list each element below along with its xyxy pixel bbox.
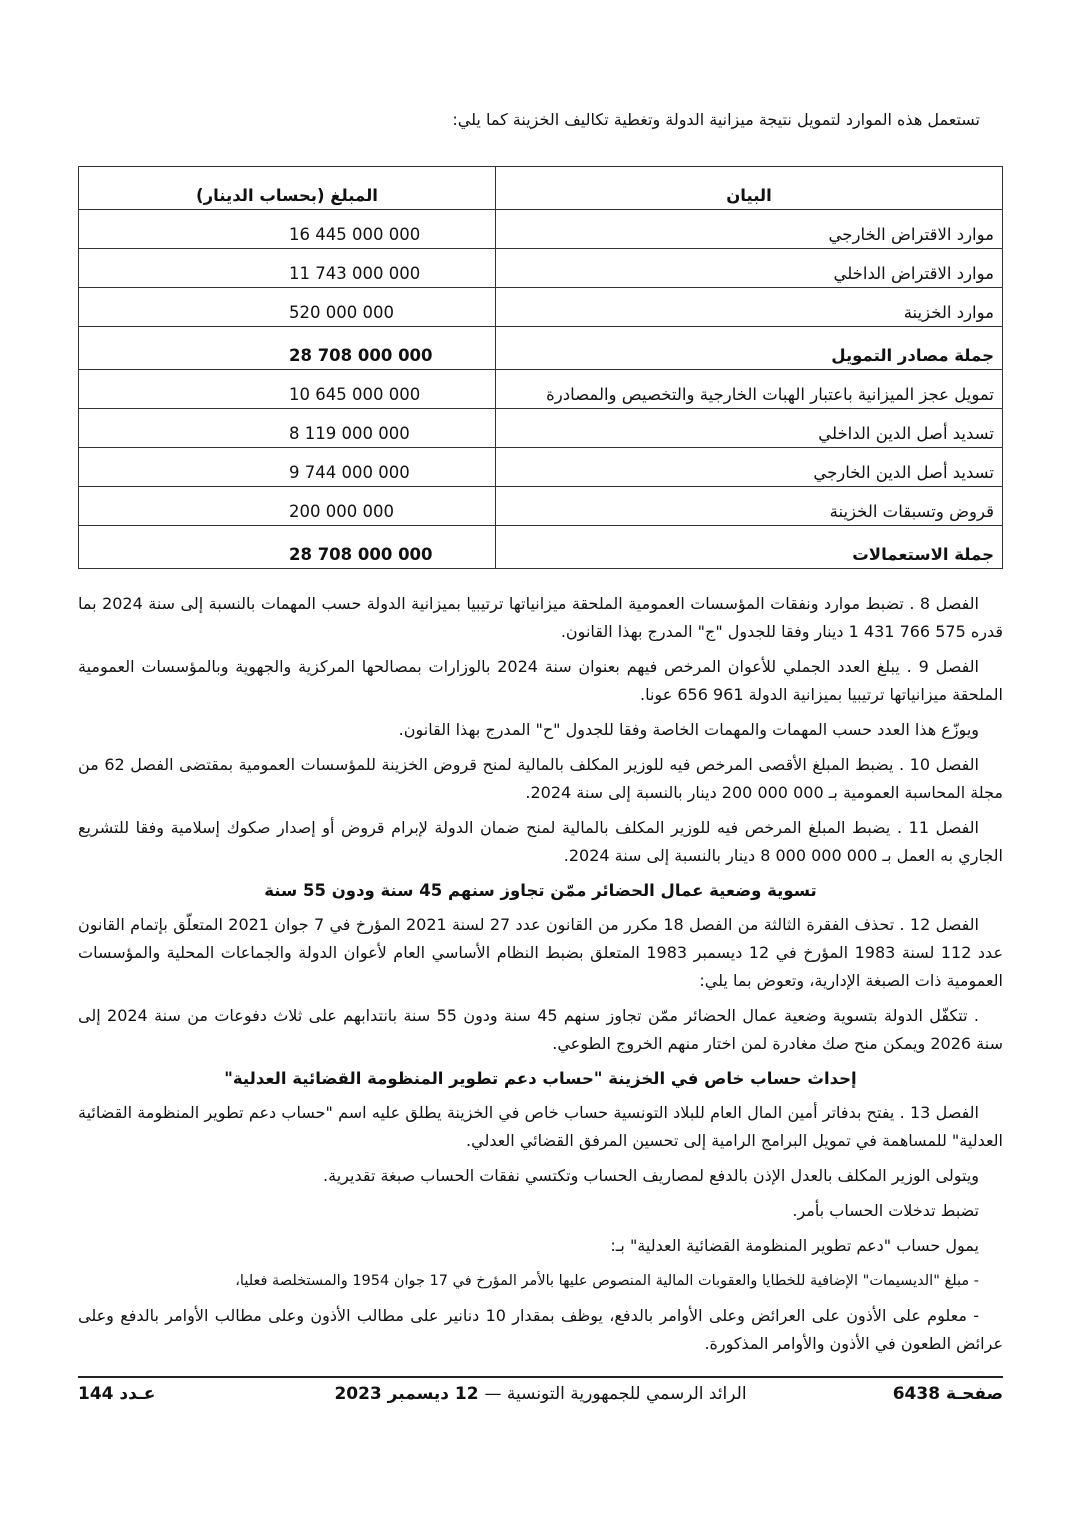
gazette-title [78,1384,1003,1404]
intro-sentence: تستعمل هذه الموارد لتمويل نتيجة ميزانية الدولة وتغطية تكاليف الخزينة كما يلي: [452,110,980,129]
row-label: جملة الاستعمالات [496,526,1003,569]
table-row [79,448,1003,487]
row-amount: 28 708 000 000 [79,327,496,370]
table-row [79,249,1003,288]
table-total-row [79,526,1003,569]
table-row [79,210,1003,249]
row-label: جملة مصادر التمويل [496,327,1003,370]
row-label: قروض وتسبقات الخزينة [496,487,1003,526]
financing-table [78,166,1003,569]
row-label: تمويل عجز الميزانية باعتبار الهبات الخارجية والتخصيص والمصادرة [496,370,1003,409]
gazette-name: الرائد الرسمي للجمهورية التونسية — [484,1384,747,1404]
header-amount: المبلغ (بحساب الدينار) [79,167,496,210]
list-item: - معلوم على الأذون على العرائض وعلى الأوامر بالدفع، يوظف بمقدار 10 دنانير على مطالب الأذون وعلى مطالب الأوامر بالدفع وعلى عرائض الطعون في الأذون والأوامر المذكورة. [78,1306,1003,1353]
gazette-date: 12 ديسمبر 2023 [334,1384,479,1404]
issue-number: عـدد 144 [78,1384,156,1404]
row-label: موارد الخزينة [496,288,1003,327]
table-total-row [79,327,1003,370]
row-amount: 16 445 000 000 [79,210,496,249]
article-12-paragraph: . تتكفّل الدولة بتسوية وضعية عمال الحضائر ممّن تجاوز سنهم 45 سنة ودون 55 سنة بانتدابهم على ثلاث دفوعات من سنة 2024 إلى سنة 2026 ويمكن منح صك مغادرة لمن اختار منهم الخروج الطوعي. [78,1006,1003,1053]
row-amount: 11 743 000 000 [79,249,496,288]
section-heading: تسوية وضعية عمال الحضائر ممّن تجاوز سنهم 45 سنة ودون 55 سنة [264,881,817,900]
article-10: الفصل 10 . يضبط المبلغ الأقصى المرخص فيه للوزير المكلف بالمالية لمنح قروض الخزينة للمؤسسات العمومية بمقتضى الفصل 62 من مجلة المحاسبة العمومية بـ 000 000 200 دينار بالنسبة إلى سنة 2024. [78,755,1003,802]
row-amount: 10 645 000 000 [79,370,496,409]
table-row [79,370,1003,409]
row-label: موارد الاقتراض الخارجي [496,210,1003,249]
row-amount: 520 000 000 [79,288,496,327]
row-amount: 9 744 000 000 [79,448,496,487]
article-13: الفصل 13 . يفتح بدفاتر أمين المال العام للبلاد التونسية حساب خاص في الخزينة يطلق عليه اسم "حساب دعم تطوير المنظومة القضائية العدلية" للمساهمة في تمويل البرامج الرامية إلى تحسين المرفق القضائي العدلي. [78,1103,1003,1150]
page-footer [78,1384,1003,1414]
articles-body [78,590,1003,1365]
section-heading: إحداث حساب خاص في الخزينة "حساب دعم تطوير المنظومة القضائية العدلية" [224,1069,857,1088]
table-row [79,409,1003,448]
article-9: الفصل 9 . يبلغ العدد الجملي للأعوان المرخص فيهم بعنوان سنة 2024 بالوزارات بمصالحها المركزية والجهوية وبالمؤسسات العمومية الملحقة ميزانياتها ترتيبيا بميزانية الدولة 961 656 عونا. [78,657,1003,704]
article-13-paragraph: تضبط تدخلات الحساب بأمر. [792,1201,979,1220]
row-amount: 28 708 000 000 [79,526,496,569]
row-amount: 200 000 000 [79,487,496,526]
article-9-paragraph: ويوزّع هذا العدد حسب المهمات والمهمات الخاصة وفقا للجدول "ح" المدرج بهذا القانون. [398,720,979,739]
article-13-paragraph: يمول حساب "دعم تطوير المنظومة القضائية العدلية" بـ: [610,1236,979,1255]
article-13-paragraph: ويتولى الوزير المكلف بالعدل الإذن بالدفع لمصاريف الحساب وتكتسي نفقات الحساب صبغة تقديرية. [323,1166,979,1185]
footer-divider [78,1376,1003,1378]
row-label: تسديد أصل الدين الخارجي [496,448,1003,487]
article-8: الفصل 8 . تضبط موارد ونفقات المؤسسات العمومية الملحقة ميزانياتها ترتيبيا بميزانية الدولة حسب المهمات بالنسبة إلى سنة 2024 بما قدره 575 766 431 1 دينار وفقا للجدول "ج" المدرج بهذا القانون. [78,594,1003,641]
row-amount: 8 119 000 000 [79,409,496,448]
table-row [79,487,1003,526]
article-12: الفصل 12 . تحذف الفقرة الثالثة من الفصل 18 مكرر من القانون عدد 27 لسنة 2021 المؤرخ في 7 جوان 2021 المتعلّق بإتمام القانون عدد 112 لسنة 1983 المؤرخ في 12 ديسمبر 1983 المتعلق بضبط النظام الأساسي العام لأعوان الدولة والجماعات المحلية والمؤسسات العمومية ذات الصبغة الإدارية، وتعوض بما يلي: [78,915,1003,990]
article-11: الفصل 11 . يضبط المبلغ المرخص فيه للوزير المكلف بالمالية لمنح ضمان الدولة لإبرام قروض أو إصدار صكوك إسلامية وفقا للتشريع الجاري به العمل بـ 000 000 000 8 دينار بالنسبة إلى سنة 2024. [78,818,1003,865]
page-number: صفحـة 6438 [892,1384,1003,1404]
list-item: - مبلغ "الديسيمات" الإضافية للخطايا والعقوبات المالية المنصوص عليها بالأمر المؤرخ في 17 جوان 1954 والمستخلصة فعليا، [235,1273,979,1289]
header-label: البيان [496,167,1003,210]
row-label: موارد الاقتراض الداخلي [496,249,1003,288]
table-row [79,288,1003,327]
row-label: تسديد أصل الدين الداخلي [496,409,1003,448]
table-header-row [79,167,1003,210]
